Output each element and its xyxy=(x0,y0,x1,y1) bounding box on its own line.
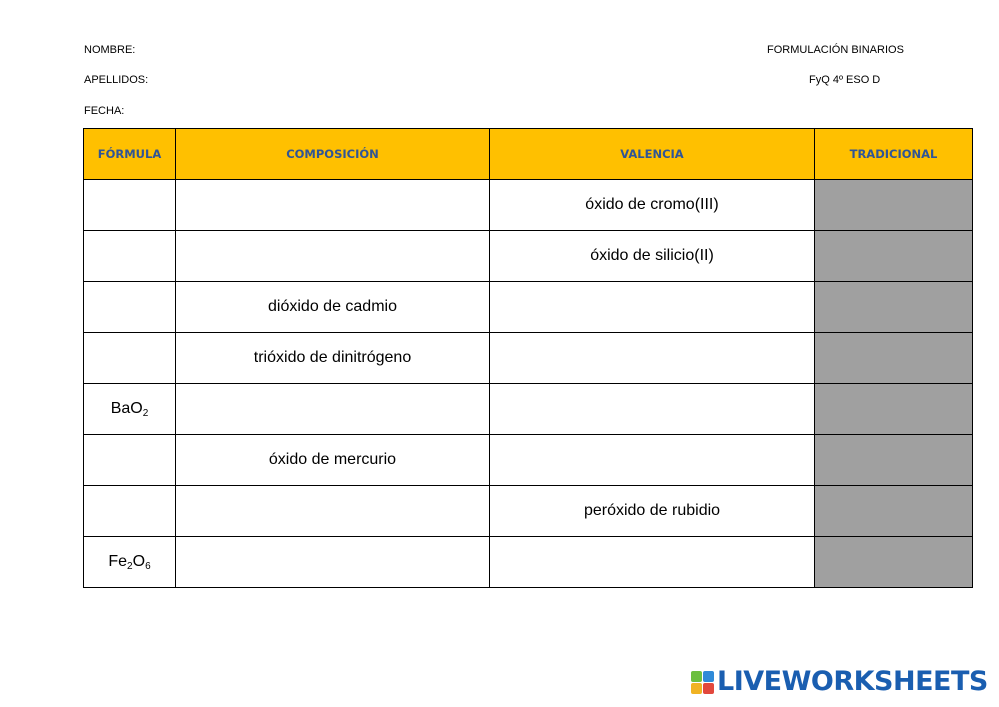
composicion-cell[interactable] xyxy=(176,384,490,435)
table-row xyxy=(84,537,973,588)
tradicional-cell-disabled xyxy=(815,537,973,588)
valencia-cell[interactable] xyxy=(490,435,815,486)
table-row xyxy=(84,282,973,333)
chemical-formula: BaO$_2$ xyxy=(110,400,149,419)
formula-cell[interactable] xyxy=(84,282,176,333)
composicion-cell[interactable] xyxy=(176,180,490,231)
formulation-table xyxy=(83,128,973,588)
valencia-cell: óxido de silicio(II) xyxy=(490,231,815,282)
composicion-cell: trióxido de dinitrógeno xyxy=(176,333,490,384)
formula-cell[interactable] xyxy=(84,333,176,384)
fecha-label: FECHA: xyxy=(84,105,125,117)
tradicional-cell-disabled xyxy=(815,231,973,282)
valencia-cell[interactable] xyxy=(490,537,815,588)
tradicional-cell-disabled xyxy=(815,384,973,435)
valencia-cell[interactable] xyxy=(490,333,815,384)
valencia-cell[interactable] xyxy=(490,384,815,435)
composicion-cell[interactable] xyxy=(176,486,490,537)
column-header-formula: FÓRMULA xyxy=(84,129,176,180)
worksheet-title: FORMULACIÓN BINARIOS xyxy=(767,44,904,56)
apellidos-label: APELLIDOS: xyxy=(84,74,149,86)
table-row xyxy=(84,333,973,384)
table-row xyxy=(84,486,973,537)
table-row xyxy=(84,384,973,435)
brand-name: LIVEWORKSHEETS xyxy=(717,666,988,697)
formula-cell[interactable] xyxy=(84,435,176,486)
nombre-label: NOMBRE: xyxy=(84,44,136,56)
composicion-cell[interactable] xyxy=(176,231,490,282)
table-row xyxy=(84,435,973,486)
composicion-cell: dióxido de cadmio xyxy=(176,282,490,333)
tradicional-cell-disabled xyxy=(815,486,973,537)
formula-cell[interactable] xyxy=(84,231,176,282)
composicion-cell[interactable] xyxy=(176,537,490,588)
course-label: FyQ 4º ESO D xyxy=(809,74,881,86)
liveworksheets-logo xyxy=(691,667,988,697)
tradicional-cell-disabled xyxy=(815,282,973,333)
chemical-formula: $Fe_2O_6$ xyxy=(108,553,151,572)
valencia-cell: óxido de cromo(III) xyxy=(490,180,815,231)
column-header-composicion: COMPOSICIÓN xyxy=(176,129,490,180)
formula-cell[interactable] xyxy=(84,486,176,537)
column-header-valencia: VALENCIA xyxy=(490,129,815,180)
table-row xyxy=(84,180,973,231)
liveworksheets-logo-icon xyxy=(691,671,714,694)
composicion-cell: óxido de mercurio xyxy=(176,435,490,486)
table-header-row xyxy=(84,129,973,180)
formula-cell[interactable] xyxy=(84,180,176,231)
tradicional-cell-disabled xyxy=(815,180,973,231)
valencia-cell[interactable] xyxy=(490,282,815,333)
formula-cell xyxy=(84,537,176,588)
formula-cell xyxy=(84,384,176,435)
column-header-tradicional: TRADICIONAL xyxy=(815,129,973,180)
tradicional-cell-disabled xyxy=(815,435,973,486)
tradicional-cell-disabled xyxy=(815,333,973,384)
valencia-cell: peróxido de rubidio xyxy=(490,486,815,537)
table-row xyxy=(84,231,973,282)
